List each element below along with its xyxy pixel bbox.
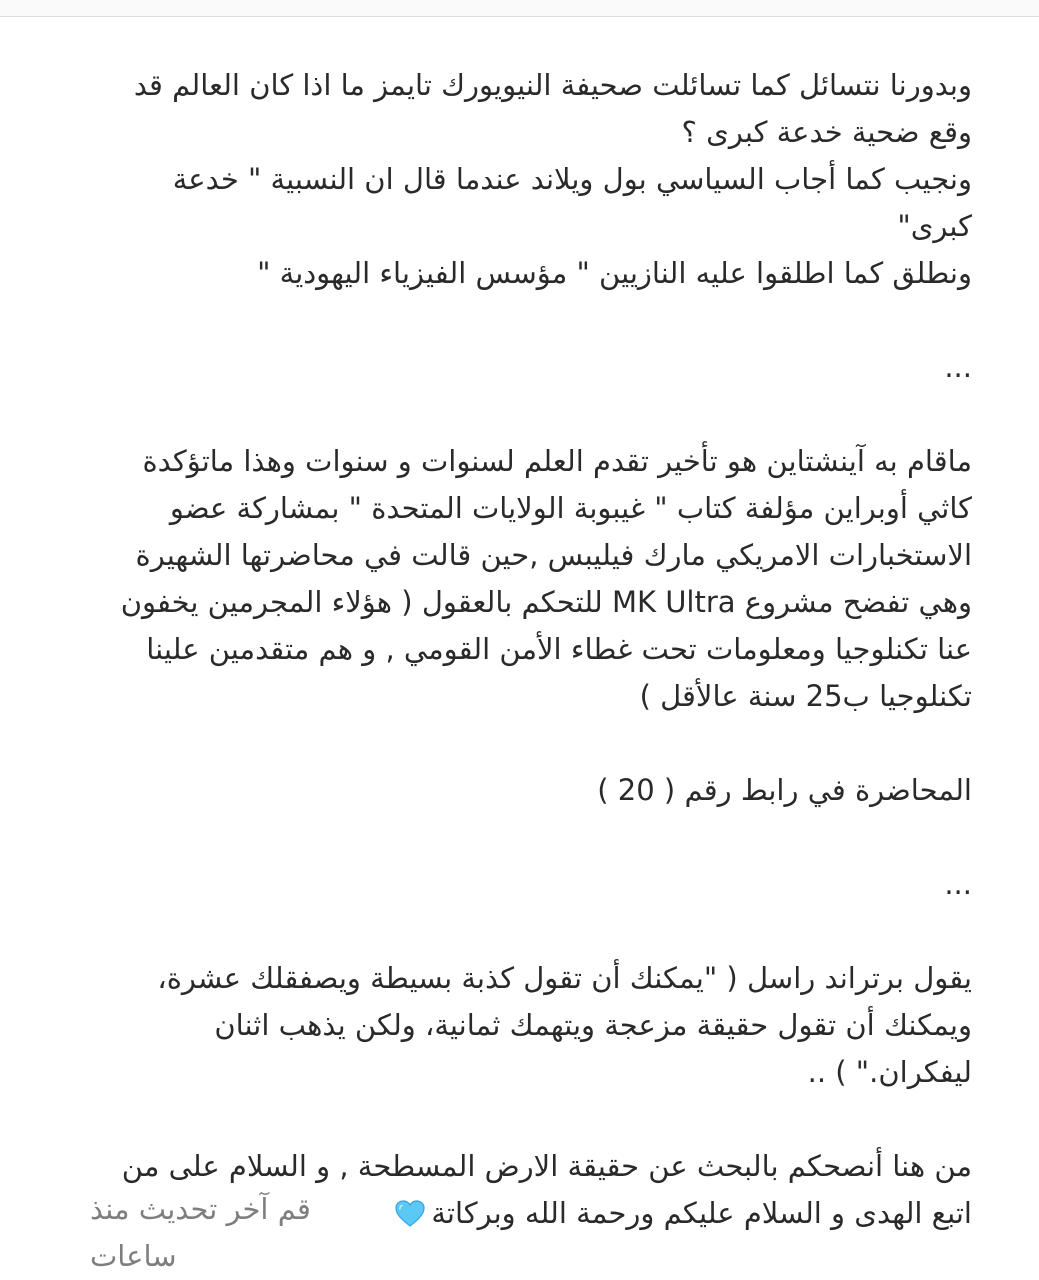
paragraph-spacer: [100, 391, 972, 438]
note-paragraph: وبدورنا نتسائل كما تسائلت صحيفة النيويورك تايمز ما اذا كان العالم قد وقع ضحية خدعة كبرى ؟ ونجيب كما أجاب السياسي بول ويلاند عندما قال ان النسبية " خدعة كبرى" ونطلق كما اطلقوا عليه النازيين " مؤسس الفيزياء اليهودية ": [133, 68, 972, 290]
note-paragraph: المحاضرة في رابط رقم ( 20 ): [597, 773, 972, 807]
closing-text: من هنا أنصحكم بالبحث عن حقيقة الارض المسطحة , و السلام على من اتبع الهدى و السلام عليكم ورحمة الله وبركاتة: [121, 1149, 972, 1230]
note-paragraph: يقول برتراند راسل ( "يمكنك أن تقول كذبة بسيطة ويصفقلك عشرة، ويمكنك أن تقول حقيقة مزعجة ويتهمك ثمانية، ولكن يذهب اثنان ليفكران." ) ..: [157, 961, 972, 1089]
note-paragraph: ماقام به آينشتاين هو تأخير تقدم العلم لسنوات و سنوات وهذا ماتؤكدة كاثي أوبراين مؤلفة كتاب " غيبوبة الولايات المتحدة " بمشاركة عضو الاستخبارات الامريكي مارك فيليبس ,حين قالت في محاضرتها الشهيرة وهي تفضح مشروع MK Ultra للتحكم بالعقول ( هؤلاء المجرمين يخفون عنا تكنلوجيا ومعلومات تحت غطاء الأمن القومي , و هم متقدمين علينا تكنلوجيا ب25 سنة عالأقل ): [120, 444, 972, 713]
paragraph-spacer: [100, 297, 972, 344]
separator-ellipsis: ...: [944, 350, 972, 384]
paragraph-spacer: [100, 1096, 972, 1143]
cut-off-footer-text: قم آخر تحديث منذ ساعات: [90, 1192, 311, 1273]
paragraph-spacer: [100, 908, 972, 955]
blue-heart-icon: [395, 1194, 425, 1221]
paragraph-spacer: [100, 814, 972, 861]
separator-ellipsis: ...: [944, 867, 972, 901]
paragraph-spacer: [100, 720, 972, 767]
note-body[interactable]: [100, 62, 972, 1237]
top-divider: [0, 0, 1039, 17]
